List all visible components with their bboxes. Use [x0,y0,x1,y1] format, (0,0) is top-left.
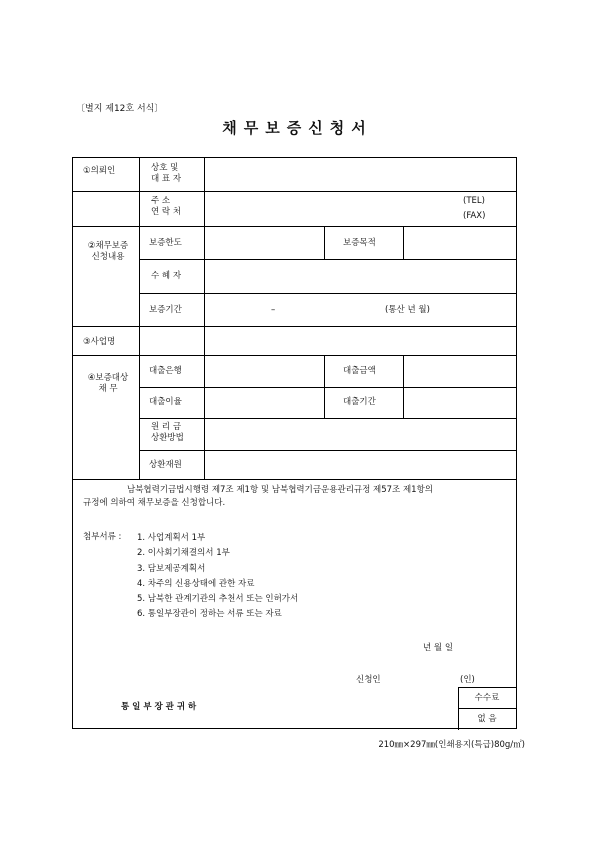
label-guarantee-purpose: 보증목적 [343,238,376,248]
attachment-item: 1. 사업계획서 1부 [137,533,206,543]
application-form-table [72,157,517,729]
label-beneficiary: 수 혜 자 [151,271,182,281]
section-debt: ④보증대상 채 무 [87,373,129,394]
statement: 남북협력기금법시행령 제7조 제1항 및 남북협력기금운용관리규정 제57조 제1항의 규정에 의하여 채무보증을 신청합니다. [83,485,434,508]
recipient: 통 일 부 장 관 귀 하 [121,702,197,712]
attachment-item: 2. 이사회기채결의서 1부 [137,548,230,559]
section-applicant: ①의뢰인 [83,166,116,176]
label-loan-term: 대출기간 [343,397,376,407]
label-loan-amount: 대출금액 [343,366,376,376]
label-fax: (FAX) [463,211,486,221]
attachments-label: 첨부서류 : [83,532,122,542]
paper-spec: 210㎜×297㎜(인쇄용지(특급)80g/㎡) [378,740,525,750]
attachment-item: 5. 남북한 관계기관의 추천서 또는 인허가서 [137,594,299,605]
form-number-caption: 〔별지 제12호 서식〕 [76,104,164,114]
attachment-item: 6. 통일부장관이 정하는 서류 또는 자료 [137,609,282,620]
fee-value: 없 음 [477,714,497,724]
seal-mark: (인) [460,675,475,685]
label-repay-source: 상환재원 [149,460,182,470]
label-tel: (TEL) [463,196,485,206]
attachments-list [137,531,298,623]
date-line: 년 월 일 [423,643,454,653]
label-guarantee-limit: 보증한도 [149,238,182,248]
fee-label: 수수료 [474,693,500,703]
label-company-rep: 상호 및 대 표 자 [151,163,182,184]
label-loan-bank: 대출은행 [149,366,182,376]
attachment-item: 3. 담보제공계획서 [137,563,206,574]
label-address-contact: 주 소 연 락 처 [151,196,182,217]
label-guarantee-period: 보증기간 [149,305,182,315]
attachment-item: 4. 차주의 신용상태에 관한 자료 [137,578,255,589]
applicant-sign-label: 신청인 [356,675,381,685]
label-repayment: 원 리 금 상환방법 [151,422,184,443]
label-loan-rate: 대출이율 [149,397,182,407]
period-total: (통산 년 월) [385,305,430,315]
section-project: ③사업명 [83,337,116,347]
page-title: 채무보증신청서 [222,119,373,137]
section-guarantee: ②채무보증 신청내용 [87,241,129,262]
period-dash: – [271,305,276,315]
